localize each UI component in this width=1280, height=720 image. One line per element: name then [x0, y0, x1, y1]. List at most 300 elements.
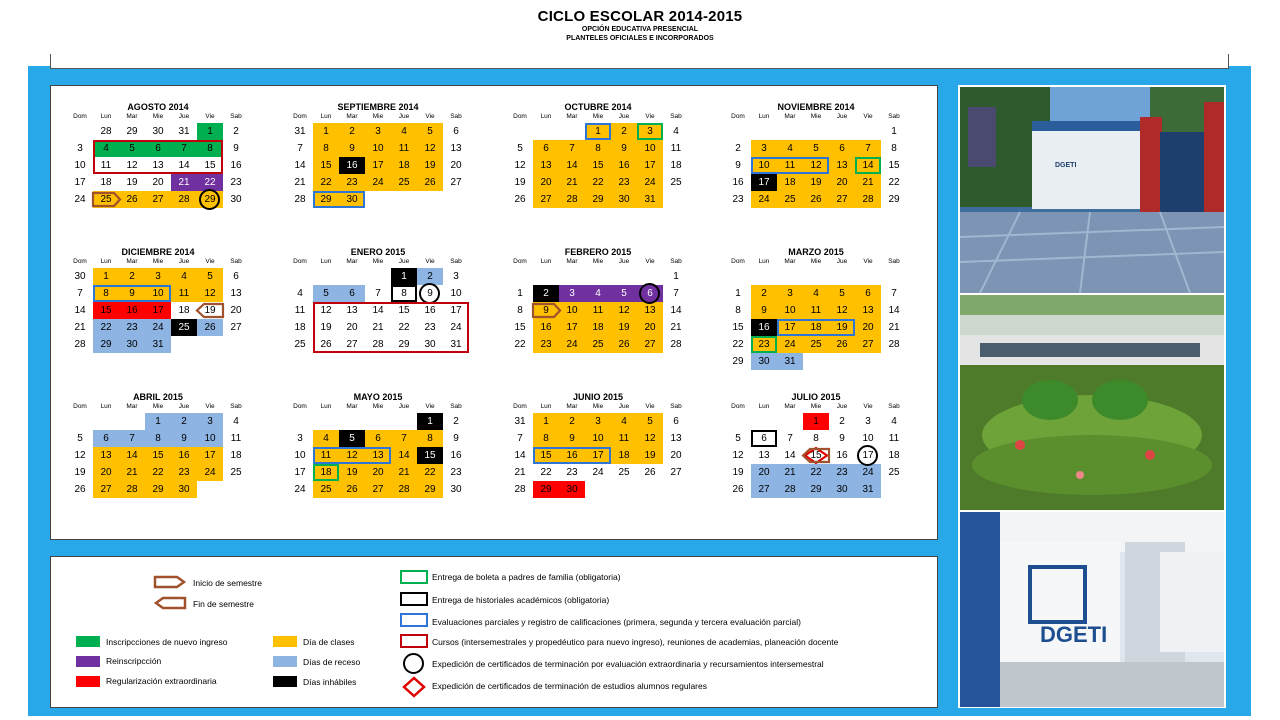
day-cell: 13	[533, 157, 559, 174]
day-cell: 4	[611, 413, 637, 430]
day-cell: 22	[197, 174, 223, 191]
day-cell: 17	[74, 177, 86, 188]
day-cell	[585, 268, 611, 285]
day-cell: 6	[855, 285, 881, 302]
day-cell: 2	[735, 143, 741, 154]
day-cell	[751, 413, 777, 430]
weekday-name: Mar	[346, 403, 358, 410]
day-cell: 21	[670, 322, 682, 333]
weekday-name: Jue	[836, 258, 848, 265]
day-cell: 27	[855, 336, 881, 353]
day-cell: 20	[230, 305, 242, 316]
weekday-name: Mie	[152, 113, 164, 120]
weekday-name: Vie	[645, 113, 655, 120]
weekday-name: Dom	[513, 258, 527, 265]
day-cell: 13	[670, 433, 682, 444]
day-cell: 13	[450, 143, 462, 154]
day-cell: 26	[732, 484, 744, 495]
day-cell: 24	[751, 191, 777, 208]
day-cell: 20	[93, 464, 119, 481]
weekday-name: Jue	[618, 113, 630, 120]
weekday-name: Mar	[566, 113, 578, 120]
day-cell: 16	[732, 177, 744, 188]
day-cell: 8	[585, 140, 611, 157]
day-cell: 11	[294, 305, 306, 316]
day-cell: 15	[810, 450, 822, 461]
day-cell: 12	[611, 302, 637, 319]
day-cell: 15	[93, 302, 119, 319]
legend-boleta: Entrega de boleta a padres de familia (obligatoria)	[432, 572, 621, 582]
day-cell: 29	[533, 481, 559, 498]
day-cell: 27	[145, 191, 171, 208]
week-row	[287, 319, 469, 336]
day-cell: 17	[585, 447, 611, 464]
day-cell: 20	[346, 322, 358, 333]
week-row	[287, 285, 469, 302]
day-cell: 29	[126, 126, 138, 137]
day-cell: 9	[533, 302, 559, 319]
day-cell: 29	[145, 481, 171, 498]
day-cell: 12	[803, 157, 829, 174]
day-cell: 31	[450, 339, 462, 350]
day-cell: 19	[417, 157, 443, 174]
day-cell: 22	[514, 339, 526, 350]
day-cell: 23	[171, 464, 197, 481]
legend-receso: Días de receso	[303, 657, 361, 667]
day-cell: 28	[670, 339, 682, 350]
day-cell: 31	[145, 336, 171, 353]
week-row	[67, 268, 249, 285]
day-cell: 27	[230, 322, 242, 333]
day-cell: 16	[230, 160, 242, 171]
day-cell	[881, 481, 907, 498]
day-cell: 7	[297, 143, 303, 154]
week-row	[725, 191, 907, 208]
week-row	[725, 174, 907, 191]
weekday-header	[725, 258, 907, 268]
month-block	[67, 101, 249, 208]
day-cell: 22	[732, 339, 744, 350]
day-cell: 17	[450, 305, 462, 316]
legend-clases: Día de clases	[303, 637, 355, 647]
day-cell: 17	[145, 302, 171, 319]
day-cell: 1	[197, 123, 223, 140]
day-cell: 12	[74, 450, 86, 461]
legend-evaluaciones: Evaluaciones parciales y registro de calificaciones (primera, segunda y tercera evaluación parcial)	[432, 617, 801, 627]
day-cell: 31	[514, 416, 526, 427]
day-cell: 8	[145, 430, 171, 447]
week-row	[507, 285, 689, 302]
day-cell: 22	[540, 467, 552, 478]
day-cell	[287, 413, 313, 430]
page-subtitle-1: OPCIÓN EDUCATIVA PRESENCIAL	[581, 26, 699, 33]
day-cell	[533, 123, 559, 140]
day-cell: 2	[839, 416, 845, 427]
day-cell	[93, 413, 119, 430]
month-title: OCTUBRE 2014	[564, 102, 632, 112]
week-row	[725, 140, 907, 157]
day-cell	[637, 268, 663, 285]
day-cell: 14	[294, 160, 306, 171]
day-cell: 28	[294, 194, 306, 205]
weekday-name: Mar	[784, 113, 796, 120]
day-cell: 30	[152, 126, 164, 137]
day-cell: 15	[145, 447, 171, 464]
week-row	[287, 140, 469, 157]
day-cell: 11	[230, 433, 242, 444]
school-entrance-photo	[960, 87, 1224, 293]
weekday-name: Dom	[293, 113, 307, 120]
day-cell: 26	[320, 339, 332, 350]
weekday-name: Mie	[152, 403, 164, 410]
weekday-name: Mie	[592, 258, 604, 265]
day-cell: 21	[514, 467, 526, 478]
day-cell: 9	[453, 433, 459, 444]
day-cell: 5	[517, 143, 523, 154]
day-cell: 11	[585, 302, 611, 319]
week-row	[507, 140, 689, 157]
day-cell: 7	[787, 433, 793, 444]
weekday-name: Vie	[863, 113, 873, 120]
day-cell: 23	[230, 177, 242, 188]
week-row	[725, 268, 907, 285]
day-cell: 6	[637, 285, 663, 302]
day-cell	[197, 336, 223, 353]
week-row	[287, 191, 469, 208]
day-cell: 6	[829, 140, 855, 157]
week-row	[725, 353, 907, 370]
day-cell: 17	[751, 174, 777, 191]
day-cell: 10	[777, 302, 803, 319]
weekday-name: Lun	[100, 258, 112, 265]
week-row	[725, 319, 907, 336]
day-cell: 17	[294, 467, 306, 478]
week-row	[67, 157, 249, 174]
week-row	[67, 285, 249, 302]
month-title: JUNIO 2015	[572, 392, 624, 402]
weekday-name: Mar	[784, 258, 796, 265]
day-cell: 31	[294, 126, 306, 137]
weekday-name: Mie	[152, 258, 164, 265]
day-cell: 14	[74, 305, 86, 316]
weekday-name: Lun	[320, 113, 332, 120]
day-cell: 14	[178, 160, 190, 171]
day-cell: 24	[855, 464, 881, 481]
day-cell: 20	[365, 464, 391, 481]
week-row	[507, 268, 689, 285]
day-cell: 16	[836, 450, 848, 461]
day-cell	[67, 413, 93, 430]
day-cell: 10	[74, 160, 86, 171]
weekday-header	[287, 258, 469, 268]
day-cell: 29	[197, 191, 223, 208]
day-cell: 24	[294, 484, 306, 495]
day-cell: 3	[751, 140, 777, 157]
day-cell: 13	[346, 305, 358, 316]
day-cell: 14	[372, 305, 384, 316]
month-title: SEPTIEMBRE 2014	[337, 102, 419, 112]
day-cell: 12	[417, 140, 443, 157]
day-cell: 17	[777, 319, 803, 336]
day-cell: 26	[197, 319, 223, 336]
week-row	[507, 123, 689, 140]
day-cell: 13	[152, 160, 164, 171]
day-cell: 11	[100, 160, 112, 171]
day-cell	[507, 268, 533, 285]
day-cell: 16	[751, 319, 777, 336]
day-cell: 11	[888, 433, 900, 444]
day-cell: 26	[119, 191, 145, 208]
day-cell: 25	[585, 336, 611, 353]
day-cell: 30	[559, 481, 585, 498]
day-cell: 5	[197, 268, 223, 285]
day-cell: 6	[339, 285, 365, 302]
day-cell: 2	[533, 285, 559, 302]
day-cell: 25	[391, 174, 417, 191]
day-cell: 21	[391, 464, 417, 481]
weekday-name: Mie	[372, 403, 384, 410]
day-cell: 28	[171, 191, 197, 208]
day-cell: 15	[514, 322, 526, 333]
day-cell	[803, 353, 829, 370]
week-row	[287, 413, 469, 430]
day-cell	[803, 123, 829, 140]
day-cell: 22	[417, 464, 443, 481]
day-cell: 10	[145, 285, 171, 302]
day-cell: 18	[803, 319, 829, 336]
day-cell: 5	[417, 123, 443, 140]
day-cell: 28	[119, 481, 145, 498]
week-row	[725, 336, 907, 353]
day-cell: 1	[93, 268, 119, 285]
day-cell: 27	[346, 339, 358, 350]
day-cell: 9	[735, 160, 741, 171]
day-cell	[611, 481, 637, 498]
weekday-name: Lun	[540, 113, 552, 120]
weekday-header	[67, 258, 249, 268]
day-cell: 28	[855, 191, 881, 208]
day-cell: 5	[119, 140, 145, 157]
day-cell: 14	[670, 305, 682, 316]
day-cell: 20	[152, 177, 164, 188]
day-cell: 27	[637, 336, 663, 353]
day-cell: 25	[888, 467, 900, 478]
day-cell: 13	[93, 447, 119, 464]
day-cell: 10	[862, 433, 874, 444]
day-cell: 12	[829, 302, 855, 319]
weekday-name: Lun	[758, 403, 770, 410]
week-row	[507, 319, 689, 336]
day-cell: 5	[611, 285, 637, 302]
photos-column	[958, 85, 1226, 708]
day-cell: 8	[517, 305, 523, 316]
day-cell: 7	[517, 433, 523, 444]
day-cell	[287, 268, 313, 285]
day-cell	[223, 336, 249, 353]
weekday-name: Mie	[810, 403, 822, 410]
day-cell: 24	[145, 319, 171, 336]
day-cell: 28	[74, 339, 86, 350]
week-row	[725, 285, 907, 302]
day-cell: 14	[855, 157, 881, 174]
month-title: AGOSTO 2014	[127, 102, 189, 112]
day-cell: 26	[611, 336, 637, 353]
day-cell: 20	[450, 160, 462, 171]
page-subtitle-2: PLANTELES OFICIALES E INCORPORADOS	[566, 35, 714, 42]
day-cell: 18	[670, 160, 682, 171]
day-cell: 11	[611, 430, 637, 447]
day-cell: 27	[450, 177, 462, 188]
day-cell: 14	[559, 157, 585, 174]
weekday-name: Sab	[230, 113, 242, 120]
weekday-name: Vie	[645, 403, 655, 410]
day-cell: 2	[119, 268, 145, 285]
day-cell: 7	[891, 288, 897, 299]
day-cell: 7	[375, 288, 381, 299]
day-cell: 1	[417, 413, 443, 430]
day-cell: 24	[637, 174, 663, 191]
day-cell	[559, 268, 585, 285]
day-cell: 9	[427, 288, 433, 299]
swatch-inhabiles	[273, 676, 297, 687]
weekday-name: Sab	[670, 403, 682, 410]
weekday-name: Sab	[230, 403, 242, 410]
day-cell: 27	[670, 467, 682, 478]
day-cell	[829, 268, 855, 285]
day-cell: 25	[313, 481, 339, 498]
day-cell: 19	[74, 467, 86, 478]
day-cell: 27	[751, 481, 777, 498]
day-cell: 30	[74, 271, 86, 282]
day-cell: 28	[559, 191, 585, 208]
weekday-name: Sab	[670, 113, 682, 120]
day-cell: 4	[777, 140, 803, 157]
day-cell: 23	[119, 319, 145, 336]
garden-photo	[960, 295, 1224, 510]
day-cell	[119, 413, 145, 430]
day-cell: 4	[297, 288, 303, 299]
day-cell: 16	[339, 157, 365, 174]
day-cell: 2	[751, 285, 777, 302]
weekday-name: Dom	[513, 403, 527, 410]
weekday-name: Dom	[731, 403, 745, 410]
day-cell: 22	[93, 319, 119, 336]
week-row	[67, 319, 249, 336]
day-cell: 4	[673, 126, 679, 137]
day-cell: 24	[559, 336, 585, 353]
week-row	[287, 447, 469, 464]
day-cell: 4	[391, 123, 417, 140]
day-cell: 7	[119, 430, 145, 447]
day-cell: 13	[365, 447, 391, 464]
day-cell: 10	[197, 430, 223, 447]
week-row	[507, 464, 689, 481]
day-cell: 21	[171, 174, 197, 191]
day-cell: 3	[559, 285, 585, 302]
day-cell: 8	[891, 143, 897, 154]
day-cell: 14	[784, 450, 796, 461]
day-cell: 9	[751, 302, 777, 319]
day-cell: 30	[424, 339, 436, 350]
month-title: JULIO 2015	[791, 392, 841, 402]
day-cell: 6	[365, 430, 391, 447]
day-cell: 26	[803, 191, 829, 208]
day-cell: 27	[533, 191, 559, 208]
day-cell	[533, 268, 559, 285]
day-cell: 7	[171, 140, 197, 157]
swatch-clases	[273, 636, 297, 647]
day-cell: 29	[93, 336, 119, 353]
day-cell: 10	[450, 288, 462, 299]
day-cell: 19	[637, 447, 663, 464]
day-cell: 6	[93, 430, 119, 447]
day-cell: 20	[751, 464, 777, 481]
week-row	[725, 464, 907, 481]
week-row	[67, 140, 249, 157]
hallway-photo	[960, 512, 1224, 707]
day-cell: 31	[637, 191, 663, 208]
day-cell: 12	[514, 160, 526, 171]
day-cell: 6	[453, 126, 459, 137]
day-cell: 6	[761, 433, 767, 444]
day-cell	[725, 268, 751, 285]
day-cell: 8	[197, 140, 223, 157]
weekday-name: Jue	[618, 403, 630, 410]
day-cell: 2	[611, 123, 637, 140]
day-cell: 26	[514, 194, 526, 205]
weekday-name: Dom	[731, 113, 745, 120]
day-cell	[777, 413, 803, 430]
weekday-name: Mar	[346, 113, 358, 120]
legend-inscripciones: Inscripcciones de nuevo ingreso	[106, 637, 228, 647]
day-cell: 1	[735, 288, 741, 299]
weekday-header	[507, 258, 689, 268]
day-cell: 12	[197, 285, 223, 302]
day-cell: 21	[372, 322, 384, 333]
day-cell	[507, 123, 533, 140]
day-cell: 8	[735, 305, 741, 316]
legend-reinscripcion: Reinscripcción	[106, 656, 162, 666]
weekday-header	[725, 113, 907, 123]
day-cell: 18	[313, 464, 339, 481]
month-title: MARZO 2015	[788, 247, 844, 257]
weekday-name: Mie	[592, 113, 604, 120]
day-cell: 5	[829, 285, 855, 302]
day-cell: 1	[891, 126, 897, 137]
day-cell: 24	[365, 174, 391, 191]
weekday-name: Dom	[73, 258, 87, 265]
day-cell: 15	[313, 157, 339, 174]
week-row	[67, 413, 249, 430]
legend-cert-extra: Expedición de certificados de terminación por evaluación extraordinaria y recursamientos intersemestral	[432, 659, 824, 669]
week-row	[725, 481, 907, 498]
day-cell: 23	[611, 174, 637, 191]
day-cell: 30	[450, 484, 462, 495]
day-cell: 1	[313, 123, 339, 140]
month-block	[725, 101, 907, 208]
week-row	[507, 336, 689, 353]
day-cell: 30	[230, 194, 242, 205]
month-title: MAYO 2015	[353, 392, 403, 402]
day-cell: 13	[855, 302, 881, 319]
weekday-name: Jue	[836, 113, 848, 120]
weekday-name: Dom	[293, 403, 307, 410]
day-cell: 3	[197, 413, 223, 430]
weekday-name: Sab	[888, 258, 900, 265]
day-cell: 18	[888, 450, 900, 461]
week-row	[67, 123, 249, 140]
day-cell: 19	[803, 174, 829, 191]
